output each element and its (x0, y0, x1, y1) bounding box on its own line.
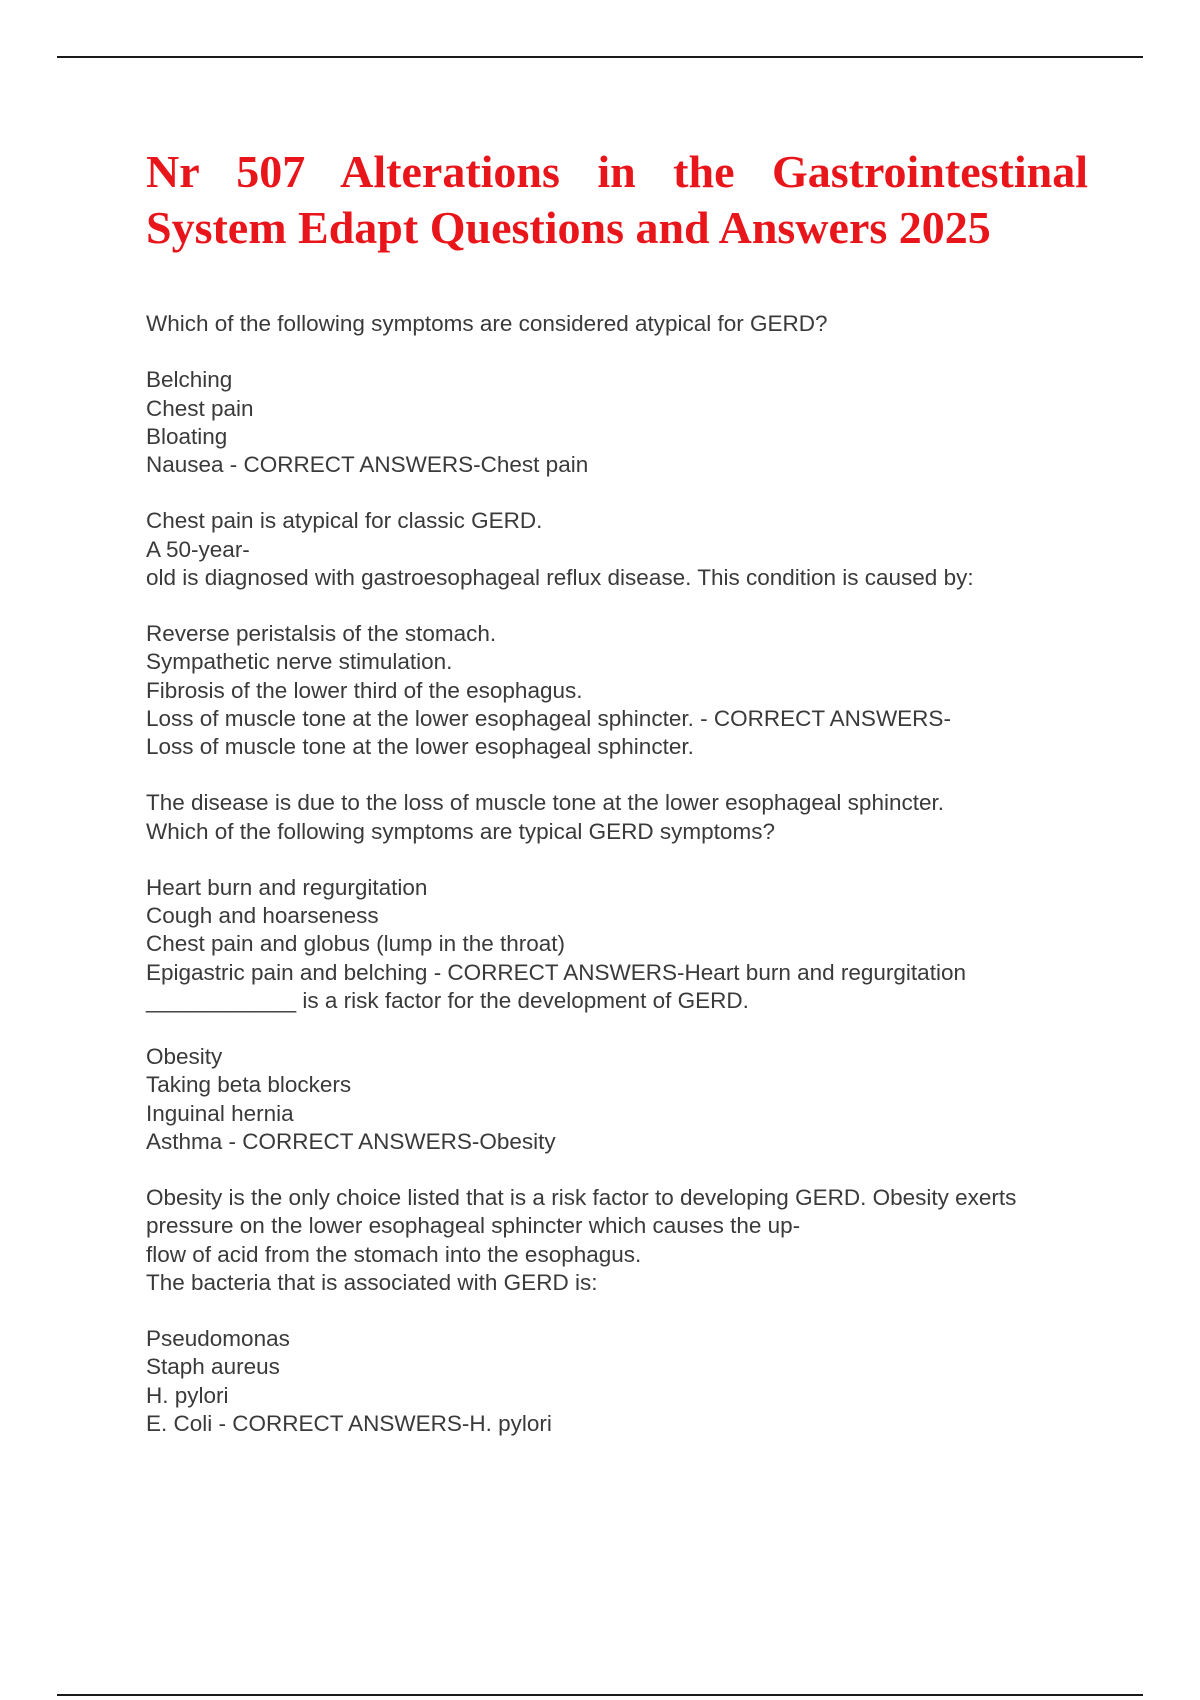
option-line: H. pylori (146, 1382, 229, 1408)
question-4: ____________ is a risk factor for the development of GERD. (146, 987, 749, 1013)
answer-line: Asthma - CORRECT ANSWERS-Obesity (146, 1128, 556, 1154)
option-line: Sympathetic nerve stimulation. (146, 649, 453, 675)
document-body (146, 310, 1106, 1438)
blank-line (146, 338, 1106, 366)
blank-line (146, 592, 1106, 620)
answer-line: Epigastric pain and belching - CORRECT ANSWERS-Heart burn and regurgitation (146, 959, 966, 985)
option-line: Cough and hoarseness (146, 903, 379, 929)
blank-line (146, 846, 1106, 874)
option-line: Chest pain (146, 395, 254, 421)
rationale-line: Chest pain is atypical for classic GERD. (146, 508, 543, 534)
option-line: Reverse peristalsis of the stomach. (146, 621, 497, 647)
document-title (146, 144, 1088, 256)
rationale-line: The disease is due to the loss of muscle tone at the lower esophageal sphincter. (146, 790, 944, 816)
blank-line (146, 1015, 1106, 1043)
question-2-cont: old is diagnosed with gastroesophageal reflux disease. This condition is caused by: (146, 564, 974, 590)
option-line: Heart burn and regurgitation (146, 874, 428, 900)
blank-line (146, 1297, 1106, 1325)
question-1: Which of the following symptoms are considered atypical for GERD? (146, 311, 828, 336)
question-5: The bacteria that is associated with GERD is: (146, 1269, 598, 1295)
header-rule (57, 56, 1143, 58)
option-line: Fibrosis of the lower third of the esophagus. (146, 677, 583, 703)
title-line-1: Nr 507 Alterations in the Gastrointestinal (146, 146, 1088, 197)
question-2: A 50-year- (146, 536, 250, 562)
title-line-2: System Edapt Questions and Answers 2025 (146, 202, 991, 253)
answer-line: Nausea - CORRECT ANSWERS-Chest pain (146, 452, 589, 477)
rationale-line: flow of acid from the stomach into the esophagus. (146, 1241, 642, 1267)
option-line: Bloating (146, 423, 228, 449)
answer-line: E. Coli - CORRECT ANSWERS-H. pylori (146, 1410, 552, 1436)
answer-line-cont: Loss of muscle tone at the lower esophageal sphincter. (146, 734, 694, 759)
blank-line (146, 1156, 1106, 1184)
blank-line (146, 761, 1106, 789)
option-line: Inguinal hernia (146, 1100, 294, 1126)
option-line: Chest pain and globus (lump in the throat) (146, 931, 565, 957)
rationale-line: pressure on the lower esophageal sphincter which causes the up- (146, 1213, 801, 1239)
option-line: Obesity (146, 1044, 223, 1070)
rationale-line: Obesity is the only choice listed that is a risk factor to developing GERD. Obesity exerts (146, 1185, 1017, 1211)
question-3: Which of the following symptoms are typical GERD symptoms? (146, 818, 775, 844)
option-line: Taking beta blockers (146, 1072, 352, 1098)
footer-rule (57, 1694, 1143, 1696)
option-line: Staph aureus (146, 1354, 280, 1380)
option-line: Belching (146, 367, 233, 393)
answer-line: Loss of muscle tone at the lower esophageal sphincter. - CORRECT ANSWERS- (146, 705, 951, 731)
blank-line (146, 479, 1106, 507)
option-line: Pseudomonas (146, 1326, 290, 1352)
